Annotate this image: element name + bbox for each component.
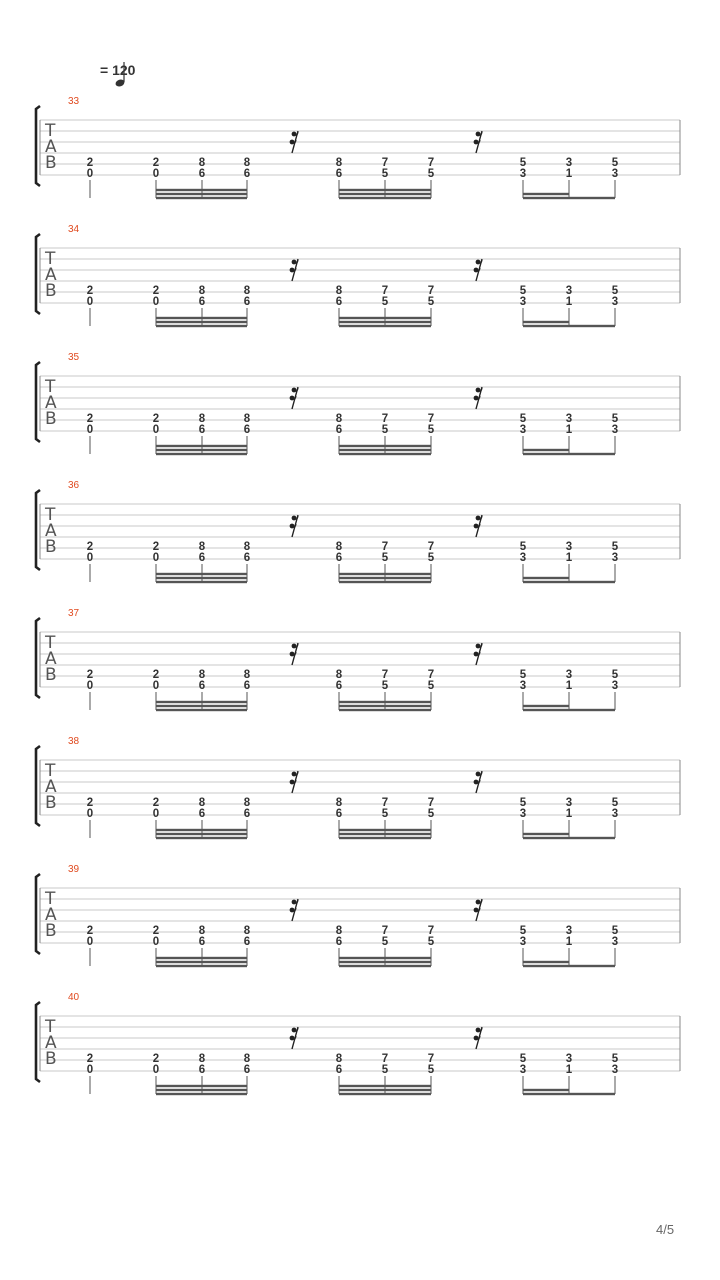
fret-number: 0 bbox=[152, 936, 160, 948]
tab-staff bbox=[0, 359, 720, 459]
tab-system bbox=[0, 864, 720, 971]
fret-number: 8 bbox=[243, 157, 251, 169]
system-bracket bbox=[36, 362, 40, 442]
beam bbox=[339, 197, 431, 199]
system-bracket bbox=[36, 106, 40, 186]
tab-clef-letter: B bbox=[45, 921, 57, 941]
beam bbox=[523, 325, 615, 327]
fret-number: 3 bbox=[565, 157, 573, 169]
beam bbox=[339, 325, 431, 327]
fret-number: 5 bbox=[611, 285, 619, 297]
fret-number: 5 bbox=[381, 680, 389, 692]
tab-staff bbox=[0, 743, 720, 843]
beam bbox=[156, 445, 247, 447]
fret-number: 3 bbox=[611, 296, 619, 308]
tab-clef-letter: A bbox=[45, 905, 57, 925]
fret-number: 3 bbox=[565, 541, 573, 553]
beam bbox=[339, 445, 431, 447]
beam bbox=[523, 705, 569, 707]
fret-number: 5 bbox=[611, 413, 619, 425]
tab-staff bbox=[0, 231, 720, 331]
tab-clef-letter: B bbox=[45, 793, 57, 813]
beam bbox=[339, 829, 431, 831]
fret-number: 0 bbox=[86, 168, 94, 180]
fret-number: 3 bbox=[519, 168, 527, 180]
fret-number: 8 bbox=[335, 925, 343, 937]
beam bbox=[523, 321, 569, 323]
fret-number: 3 bbox=[565, 285, 573, 297]
beam bbox=[156, 829, 247, 831]
fret-number: 8 bbox=[335, 157, 343, 169]
beam bbox=[339, 573, 431, 575]
beam bbox=[523, 453, 615, 455]
fret-number: 3 bbox=[519, 424, 527, 436]
fret-number: 5 bbox=[611, 1053, 619, 1065]
tab-clef-letter: B bbox=[45, 409, 57, 429]
beam bbox=[339, 833, 431, 835]
fret-number: 6 bbox=[198, 168, 206, 180]
page-number: 4/5 bbox=[656, 1222, 675, 1237]
tab-staff bbox=[0, 999, 720, 1099]
fret-number: 7 bbox=[427, 285, 435, 297]
fret-number: 7 bbox=[427, 541, 435, 553]
fret-number: 3 bbox=[611, 808, 619, 820]
fret-number: 2 bbox=[86, 285, 94, 297]
fret-number: 8 bbox=[335, 413, 343, 425]
fret-number: 3 bbox=[565, 413, 573, 425]
fret-number: 2 bbox=[86, 157, 94, 169]
fret-number: 7 bbox=[381, 285, 389, 297]
fret-number: 5 bbox=[427, 424, 435, 436]
tab-clef-letter: B bbox=[45, 1049, 57, 1069]
fret-number: 1 bbox=[565, 168, 573, 180]
tab-clef-letter: T bbox=[45, 889, 56, 909]
fret-number: 7 bbox=[427, 1053, 435, 1065]
fret-number: 7 bbox=[427, 925, 435, 937]
fret-number: 6 bbox=[243, 808, 251, 820]
fret-number: 7 bbox=[381, 797, 389, 809]
fret-number: 5 bbox=[427, 168, 435, 180]
tab-system bbox=[0, 736, 720, 843]
beam bbox=[339, 961, 431, 963]
beam bbox=[156, 833, 247, 835]
fret-number: 2 bbox=[86, 925, 94, 937]
fret-number: 2 bbox=[152, 541, 160, 553]
tab-clef-letter: B bbox=[45, 665, 57, 685]
beam bbox=[523, 449, 569, 451]
fret-number: 8 bbox=[243, 925, 251, 937]
fret-number: 0 bbox=[152, 296, 160, 308]
fret-number: 6 bbox=[198, 808, 206, 820]
tab-system bbox=[0, 352, 720, 459]
measure-number: 35 bbox=[68, 352, 80, 363]
fret-number: 8 bbox=[243, 797, 251, 809]
fret-number: 8 bbox=[335, 541, 343, 553]
fret-number: 5 bbox=[381, 296, 389, 308]
fret-number: 5 bbox=[611, 541, 619, 553]
beam bbox=[339, 193, 431, 195]
beam bbox=[339, 189, 431, 191]
fret-number: 5 bbox=[519, 413, 527, 425]
beam bbox=[339, 1093, 431, 1095]
tab-clef-letter: T bbox=[45, 121, 56, 141]
fret-number: 8 bbox=[335, 1053, 343, 1065]
beam bbox=[339, 449, 431, 451]
fret-number: 8 bbox=[335, 669, 343, 681]
fret-number: 5 bbox=[611, 797, 619, 809]
fret-number: 3 bbox=[611, 168, 619, 180]
fret-number: 6 bbox=[243, 296, 251, 308]
beam bbox=[523, 197, 615, 199]
fret-number: 0 bbox=[86, 1064, 94, 1076]
tab-clef-letter: T bbox=[45, 1017, 56, 1037]
tab-system bbox=[0, 96, 720, 203]
beam bbox=[156, 701, 247, 703]
fret-number: 5 bbox=[381, 552, 389, 564]
beam bbox=[523, 965, 615, 967]
measure-number: 36 bbox=[68, 480, 80, 491]
beam bbox=[156, 957, 247, 959]
tab-clef-letter: A bbox=[45, 1033, 57, 1053]
tab-system bbox=[0, 608, 720, 715]
beam bbox=[339, 709, 431, 711]
fret-number: 3 bbox=[519, 936, 527, 948]
beam bbox=[156, 189, 247, 191]
fret-number: 7 bbox=[381, 669, 389, 681]
fret-number: 6 bbox=[198, 1064, 206, 1076]
fret-number: 0 bbox=[152, 808, 160, 820]
fret-number: 6 bbox=[335, 552, 343, 564]
fret-number: 7 bbox=[381, 541, 389, 553]
tab-staff bbox=[0, 871, 720, 971]
fret-number: 3 bbox=[565, 669, 573, 681]
beam bbox=[156, 321, 247, 323]
fret-number: 7 bbox=[381, 1053, 389, 1065]
tab-system bbox=[0, 480, 720, 587]
beam bbox=[523, 837, 615, 839]
system-bracket bbox=[36, 618, 40, 698]
tab-clef-letter: T bbox=[45, 761, 56, 781]
tab-clef-letter: A bbox=[45, 393, 57, 413]
fret-number: 3 bbox=[611, 936, 619, 948]
fret-number: 0 bbox=[152, 168, 160, 180]
fret-number: 3 bbox=[519, 808, 527, 820]
fret-number: 2 bbox=[86, 541, 94, 553]
beam bbox=[156, 709, 247, 711]
tab-clef-letter: T bbox=[45, 377, 56, 397]
tab-clef-letter: T bbox=[45, 505, 56, 525]
beam bbox=[339, 577, 431, 579]
fret-number: 7 bbox=[381, 413, 389, 425]
fret-number: 2 bbox=[86, 669, 94, 681]
fret-number: 1 bbox=[565, 424, 573, 436]
fret-number: 3 bbox=[611, 424, 619, 436]
fret-number: 6 bbox=[335, 1064, 343, 1076]
beam bbox=[156, 573, 247, 575]
measure-number: 40 bbox=[68, 992, 80, 1003]
fret-number: 5 bbox=[381, 1064, 389, 1076]
beam bbox=[339, 701, 431, 703]
beam bbox=[339, 705, 431, 707]
fret-number: 1 bbox=[565, 296, 573, 308]
fret-number: 6 bbox=[335, 296, 343, 308]
tab-clef-letter: B bbox=[45, 537, 57, 557]
fret-number: 8 bbox=[198, 285, 206, 297]
beam bbox=[156, 317, 247, 319]
beam bbox=[339, 1085, 431, 1087]
beam bbox=[156, 577, 247, 579]
fret-number: 2 bbox=[152, 925, 160, 937]
tab-clef-letter: T bbox=[45, 633, 56, 653]
beam bbox=[339, 1089, 431, 1091]
fret-number: 2 bbox=[152, 669, 160, 681]
beam bbox=[156, 961, 247, 963]
fret-number: 7 bbox=[427, 157, 435, 169]
fret-number: 5 bbox=[519, 669, 527, 681]
fret-number: 2 bbox=[152, 157, 160, 169]
fret-number: 6 bbox=[335, 808, 343, 820]
tab-staff bbox=[0, 487, 720, 587]
fret-number: 5 bbox=[519, 157, 527, 169]
fret-number: 6 bbox=[243, 936, 251, 948]
beam bbox=[156, 965, 247, 967]
fret-number: 6 bbox=[243, 424, 251, 436]
fret-number: 0 bbox=[86, 808, 94, 820]
fret-number: 8 bbox=[198, 157, 206, 169]
fret-number: 2 bbox=[152, 285, 160, 297]
fret-number: 1 bbox=[565, 808, 573, 820]
beam bbox=[523, 577, 569, 579]
fret-number: 0 bbox=[152, 1064, 160, 1076]
beam bbox=[523, 1093, 615, 1095]
fret-number: 5 bbox=[427, 552, 435, 564]
beam bbox=[156, 197, 247, 199]
fret-number: 1 bbox=[565, 1064, 573, 1076]
fret-number: 3 bbox=[611, 680, 619, 692]
system-bracket bbox=[36, 234, 40, 314]
fret-number: 8 bbox=[198, 413, 206, 425]
fret-number: 8 bbox=[335, 797, 343, 809]
fret-number: 0 bbox=[86, 424, 94, 436]
fret-number: 8 bbox=[198, 669, 206, 681]
fret-number: 0 bbox=[86, 680, 94, 692]
fret-number: 6 bbox=[335, 424, 343, 436]
beam bbox=[156, 1089, 247, 1091]
system-bracket bbox=[36, 490, 40, 570]
beam bbox=[156, 837, 247, 839]
fret-number: 5 bbox=[519, 285, 527, 297]
system-bracket bbox=[36, 746, 40, 826]
beam bbox=[339, 581, 431, 583]
fret-number: 5 bbox=[381, 936, 389, 948]
beam bbox=[156, 453, 247, 455]
fret-number: 7 bbox=[381, 925, 389, 937]
fret-number: 7 bbox=[381, 157, 389, 169]
fret-number: 8 bbox=[243, 413, 251, 425]
fret-number: 5 bbox=[611, 925, 619, 937]
beam bbox=[523, 193, 569, 195]
system-bracket bbox=[36, 874, 40, 954]
beam bbox=[339, 957, 431, 959]
measure-number: 38 bbox=[68, 736, 80, 747]
beam bbox=[156, 325, 247, 327]
fret-number: 8 bbox=[198, 1053, 206, 1065]
fret-number: 6 bbox=[243, 552, 251, 564]
fret-number: 8 bbox=[243, 541, 251, 553]
fret-number: 5 bbox=[427, 680, 435, 692]
fret-number: 0 bbox=[86, 296, 94, 308]
tab-clef-letter: T bbox=[45, 249, 56, 269]
fret-number: 6 bbox=[335, 936, 343, 948]
fret-number: 8 bbox=[198, 797, 206, 809]
fret-number: 7 bbox=[427, 797, 435, 809]
fret-number: 6 bbox=[198, 424, 206, 436]
beam bbox=[156, 1085, 247, 1087]
fret-number: 1 bbox=[565, 552, 573, 564]
beam bbox=[339, 453, 431, 455]
beam bbox=[339, 317, 431, 319]
fret-number: 6 bbox=[198, 296, 206, 308]
measure-number: 39 bbox=[68, 864, 80, 875]
fret-number: 6 bbox=[198, 552, 206, 564]
fret-number: 5 bbox=[519, 925, 527, 937]
fret-number: 2 bbox=[86, 413, 94, 425]
fret-number: 3 bbox=[565, 925, 573, 937]
fret-number: 2 bbox=[152, 797, 160, 809]
fret-number: 0 bbox=[152, 680, 160, 692]
fret-number: 5 bbox=[611, 669, 619, 681]
fret-number: 5 bbox=[427, 808, 435, 820]
tab-clef-letter: B bbox=[45, 281, 57, 301]
fret-number: 0 bbox=[152, 424, 160, 436]
measure-number: 37 bbox=[68, 608, 80, 619]
tab-clef-letter: A bbox=[45, 777, 57, 797]
fret-number: 8 bbox=[243, 285, 251, 297]
beam bbox=[523, 833, 569, 835]
beam bbox=[523, 1089, 569, 1091]
beam bbox=[523, 961, 569, 963]
fret-number: 0 bbox=[86, 936, 94, 948]
fret-number: 5 bbox=[427, 296, 435, 308]
measure-number: 33 bbox=[68, 96, 80, 107]
fret-number: 2 bbox=[86, 1053, 94, 1065]
fret-number: 2 bbox=[86, 797, 94, 809]
fret-number: 3 bbox=[565, 797, 573, 809]
tab-system bbox=[0, 992, 720, 1099]
tab-clef-letter: A bbox=[45, 521, 57, 541]
fret-number: 8 bbox=[335, 285, 343, 297]
fret-number: 7 bbox=[427, 669, 435, 681]
fret-number: 6 bbox=[243, 1064, 251, 1076]
fret-number: 7 bbox=[427, 413, 435, 425]
beam bbox=[523, 581, 615, 583]
beam bbox=[523, 709, 615, 711]
tab-clef-letter: A bbox=[45, 137, 57, 157]
fret-number: 5 bbox=[519, 541, 527, 553]
fret-number: 3 bbox=[519, 552, 527, 564]
fret-number: 2 bbox=[152, 413, 160, 425]
tab-staff bbox=[0, 103, 720, 203]
fret-number: 5 bbox=[381, 808, 389, 820]
system-bracket bbox=[36, 1002, 40, 1082]
fret-number: 0 bbox=[152, 552, 160, 564]
fret-number: 5 bbox=[381, 424, 389, 436]
fret-number: 8 bbox=[198, 925, 206, 937]
fret-number: 6 bbox=[243, 680, 251, 692]
fret-number: 6 bbox=[243, 168, 251, 180]
beam bbox=[339, 965, 431, 967]
tab-clef-letter: A bbox=[45, 265, 57, 285]
fret-number: 8 bbox=[243, 669, 251, 681]
beam bbox=[156, 705, 247, 707]
fret-number: 5 bbox=[381, 168, 389, 180]
fret-number: 8 bbox=[198, 541, 206, 553]
fret-number: 3 bbox=[519, 680, 527, 692]
fret-number: 6 bbox=[198, 936, 206, 948]
tempo-marking: = 120 bbox=[100, 62, 136, 78]
fret-number: 1 bbox=[565, 680, 573, 692]
tab-system bbox=[0, 224, 720, 331]
beam bbox=[339, 321, 431, 323]
tab-staff bbox=[0, 615, 720, 715]
tab-clef-letter: A bbox=[45, 649, 57, 669]
fret-number: 5 bbox=[519, 1053, 527, 1065]
measure-number: 34 bbox=[68, 224, 80, 235]
fret-number: 3 bbox=[519, 296, 527, 308]
beam bbox=[339, 837, 431, 839]
fret-number: 6 bbox=[335, 168, 343, 180]
fret-number: 8 bbox=[243, 1053, 251, 1065]
fret-number: 6 bbox=[198, 680, 206, 692]
fret-number: 0 bbox=[86, 552, 94, 564]
beam bbox=[156, 1093, 247, 1095]
fret-number: 5 bbox=[519, 797, 527, 809]
fret-number: 6 bbox=[335, 680, 343, 692]
fret-number: 3 bbox=[519, 1064, 527, 1076]
fret-number: 5 bbox=[427, 936, 435, 948]
fret-number: 5 bbox=[427, 1064, 435, 1076]
fret-number: 3 bbox=[565, 1053, 573, 1065]
fret-number: 5 bbox=[611, 157, 619, 169]
beam bbox=[156, 449, 247, 451]
fret-number: 1 bbox=[565, 936, 573, 948]
beam bbox=[156, 581, 247, 583]
fret-number: 2 bbox=[152, 1053, 160, 1065]
fret-number: 3 bbox=[611, 1064, 619, 1076]
tab-clef-letter: B bbox=[45, 153, 57, 173]
beam bbox=[156, 193, 247, 195]
fret-number: 3 bbox=[611, 552, 619, 564]
